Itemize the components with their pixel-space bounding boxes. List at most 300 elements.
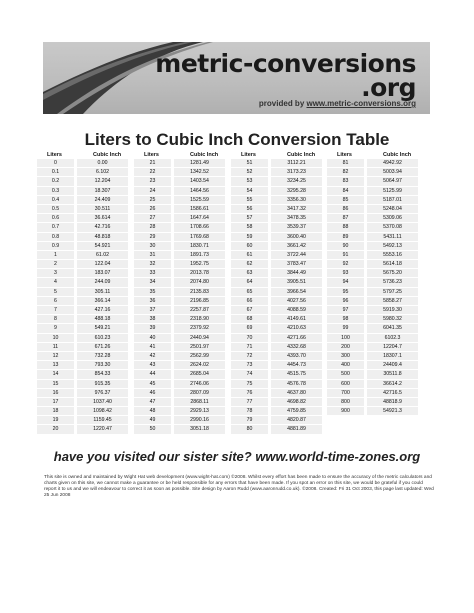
table-row	[37, 360, 128, 369]
cubic-inch-cell: 3539.37	[271, 223, 322, 231]
table-row	[327, 232, 418, 241]
cubic-inch-cell: 1830.71	[174, 242, 225, 250]
cubic-inch-cell: 122.04	[77, 260, 128, 268]
liters-cell: 71	[231, 343, 268, 351]
cubic-inch-cell: 4454.73	[271, 361, 322, 369]
liters-cell: 58	[231, 223, 268, 231]
liters-cell: 79	[231, 416, 268, 424]
liters-cell: 60	[231, 242, 268, 250]
liters-cell: 96	[327, 297, 364, 305]
liters-cell: 200	[327, 343, 364, 351]
table-row	[231, 259, 322, 268]
table-row	[134, 415, 225, 424]
liters-cell: 16	[37, 389, 74, 397]
cubic-inch-cell: 5125.99	[367, 187, 418, 195]
liters-cell: 9	[37, 324, 74, 332]
cubic-inch-cell: 5614.18	[367, 260, 418, 268]
table-row	[134, 195, 225, 204]
table-row	[327, 342, 418, 351]
table-row	[37, 213, 128, 222]
liters-cell: 6	[37, 297, 74, 305]
table-row	[231, 167, 322, 176]
cubic-inch-cell: 732.28	[77, 352, 128, 360]
cubic-inch-cell: 4088.59	[271, 306, 322, 314]
table-row	[231, 250, 322, 259]
liters-cell: 0.3	[37, 187, 74, 195]
liters-cell: 7	[37, 306, 74, 314]
table-row	[327, 277, 418, 286]
liters-cell: 43	[134, 361, 171, 369]
header-liters: Liters	[47, 152, 62, 158]
cubic-inch-cell: 427.16	[77, 306, 128, 314]
cubic-inch-cell: 2685.04	[174, 370, 225, 378]
table-row	[134, 250, 225, 259]
cubic-inch-cell: 5248.04	[367, 205, 418, 213]
cubic-inch-cell: 4332.68	[271, 343, 322, 351]
cubic-inch-cell: 36.614	[77, 214, 128, 222]
cubic-inch-cell: 1403.54	[174, 177, 225, 185]
table-row	[37, 222, 128, 231]
table-header	[37, 150, 128, 158]
table-row	[231, 424, 322, 433]
liters-cell: 68	[231, 315, 268, 323]
liters-cell: 35	[134, 288, 171, 296]
cubic-inch-cell: 1891.73	[174, 251, 225, 259]
liters-cell: 4	[37, 278, 74, 286]
cubic-inch-cell: 549.21	[77, 324, 128, 332]
cubic-inch-cell: 4942.92	[367, 159, 418, 167]
table-row	[37, 406, 128, 415]
table-row	[37, 415, 128, 424]
cubic-inch-cell: 1342.52	[174, 168, 225, 176]
liters-cell: 78	[231, 407, 268, 415]
table-row	[37, 388, 128, 397]
cubic-inch-cell: 4393.70	[271, 352, 322, 360]
cubic-inch-cell: 6102.3	[367, 334, 418, 342]
table-row	[134, 305, 225, 314]
liters-cell: 83	[327, 177, 364, 185]
table-row	[327, 369, 418, 378]
table-row	[37, 277, 128, 286]
cubic-inch-cell: 4027.56	[271, 297, 322, 305]
liters-cell: 32	[134, 260, 171, 268]
cubic-inch-cell: 2074.80	[174, 278, 225, 286]
liters-cell: 52	[231, 168, 268, 176]
logo-line2: .org	[361, 73, 416, 102]
liters-cell: 39	[134, 324, 171, 332]
cubic-inch-cell: 3417.32	[271, 205, 322, 213]
table-row	[231, 406, 322, 415]
header-liters: Liters	[241, 152, 256, 158]
liters-cell: 80	[231, 425, 268, 433]
cubic-inch-cell: 12204.7	[367, 343, 418, 351]
table-row	[327, 388, 418, 397]
cubic-inch-cell: 1281.49	[174, 159, 225, 167]
table-row	[327, 204, 418, 213]
table-group	[37, 150, 128, 434]
table-row	[327, 158, 418, 167]
liters-cell: 24	[134, 187, 171, 195]
table-row	[231, 342, 322, 351]
table-row	[37, 250, 128, 259]
table-row	[134, 259, 225, 268]
cubic-inch-cell: 1098.42	[77, 407, 128, 415]
cubic-inch-cell: 488.18	[77, 315, 128, 323]
table-row	[37, 369, 128, 378]
liters-cell: 800	[327, 398, 364, 406]
liters-cell: 93	[327, 269, 364, 277]
header-cubic-inch: Cubic Inch	[287, 152, 316, 158]
table-row	[327, 333, 418, 342]
cubic-inch-cell: 2013.78	[174, 269, 225, 277]
liters-cell: 53	[231, 177, 268, 185]
table-row	[327, 259, 418, 268]
liters-cell: 1	[37, 251, 74, 259]
cubic-inch-cell: 4759.85	[271, 407, 322, 415]
liters-cell: 100	[327, 334, 364, 342]
cubic-inch-cell: 5553.16	[367, 251, 418, 259]
sister-site-link[interactable]: have you visited our sister site? www.world-time-zones.org	[53, 449, 421, 464]
table-row	[327, 287, 418, 296]
liters-cell: 34	[134, 278, 171, 286]
liters-cell: 21	[134, 159, 171, 167]
liters-cell: 26	[134, 205, 171, 213]
table-row	[134, 369, 225, 378]
byline-link[interactable]: www.metric-conversions.org	[306, 99, 416, 108]
liters-cell: 0.5	[37, 205, 74, 213]
header-banner	[43, 42, 430, 114]
table-row	[134, 158, 225, 167]
header-liters: Liters	[144, 152, 159, 158]
liters-cell: 700	[327, 389, 364, 397]
cubic-inch-cell: 854.33	[77, 370, 128, 378]
cubic-inch-cell: 5492.13	[367, 242, 418, 250]
cubic-inch-cell: 5431.11	[367, 233, 418, 241]
table-row	[37, 241, 128, 250]
cubic-inch-cell: 6.102	[77, 168, 128, 176]
cubic-inch-cell: 2990.16	[174, 416, 225, 424]
table-group	[327, 150, 418, 415]
page-title: Liters to Cubic Inch Conversion Table	[84, 130, 390, 149]
table-row	[231, 195, 322, 204]
table-row	[231, 388, 322, 397]
liters-cell: 59	[231, 233, 268, 241]
liters-cell: 66	[231, 297, 268, 305]
table-row	[327, 167, 418, 176]
table-row	[134, 333, 225, 342]
table-row	[231, 287, 322, 296]
table-row	[327, 323, 418, 332]
table-row	[37, 158, 128, 167]
liters-cell: 40	[134, 334, 171, 342]
cubic-inch-cell: 3234.25	[271, 177, 322, 185]
table-row	[37, 305, 128, 314]
table-row	[327, 213, 418, 222]
byline-prefix: provided by	[258, 99, 307, 108]
table-row	[231, 314, 322, 323]
liters-cell: 49	[134, 416, 171, 424]
table-row	[134, 287, 225, 296]
cubic-inch-cell: 915.35	[77, 380, 128, 388]
liters-cell: 86	[327, 205, 364, 213]
liters-cell: 25	[134, 196, 171, 204]
footer-text: This site is owned and maintained by Wight Hat web development (www.wight-hat.com) ©2008. Whilst every effort has been made to ensure the accuracy of the metric calculators and charts given on this site, we cannot make a guarantee or be held responsible for any errors that have been made. If you spot an error on this site, we would be grateful if you could report it to us and we will endeavour to correct it as soon as possible. Site design by Aaron Rudd (www.aaronrudd.co.uk). ©2008. Created: Fri 31 Oct 2003, this page last updated: Wed 25 Jun 2008	[44, 475, 434, 498]
cubic-inch-cell: 1647.64	[174, 214, 225, 222]
liters-cell: 64	[231, 278, 268, 286]
cubic-inch-cell: 4515.75	[271, 370, 322, 378]
liters-cell: 55	[231, 196, 268, 204]
table-row	[134, 186, 225, 195]
table-row	[231, 204, 322, 213]
cubic-inch-cell: 42.716	[77, 223, 128, 231]
cubic-inch-cell: 2929.13	[174, 407, 225, 415]
liters-cell: 41	[134, 343, 171, 351]
cubic-inch-cell: 2379.92	[174, 324, 225, 332]
cubic-inch-cell: 2868.11	[174, 398, 225, 406]
liters-cell: 20	[37, 425, 74, 433]
cubic-inch-cell: 3600.40	[271, 233, 322, 241]
cubic-inch-cell: 5187.01	[367, 196, 418, 204]
table-row	[231, 296, 322, 305]
cubic-inch-cell: 6041.35	[367, 324, 418, 332]
liters-cell: 3	[37, 269, 74, 277]
table-header	[327, 150, 418, 158]
cubic-inch-cell: 2501.97	[174, 343, 225, 351]
liters-cell: 17	[37, 398, 74, 406]
liters-cell: 500	[327, 370, 364, 378]
cubic-inch-cell: 671.26	[77, 343, 128, 351]
table-row	[327, 222, 418, 231]
table-row	[231, 186, 322, 195]
table-row	[134, 388, 225, 397]
liters-cell: 0.6	[37, 214, 74, 222]
liters-cell: 97	[327, 306, 364, 314]
cubic-inch-cell: 5003.94	[367, 168, 418, 176]
cubic-inch-cell: 54.921	[77, 242, 128, 250]
liters-cell: 5	[37, 288, 74, 296]
liters-cell: 38	[134, 315, 171, 323]
cubic-inch-cell: 48818.9	[367, 398, 418, 406]
liters-cell: 94	[327, 278, 364, 286]
cubic-inch-cell: 976.37	[77, 389, 128, 397]
cubic-inch-cell: 1220.47	[77, 425, 128, 433]
table-row	[231, 268, 322, 277]
cubic-inch-cell: 3295.28	[271, 187, 322, 195]
liters-cell: 63	[231, 269, 268, 277]
liters-cell: 91	[327, 251, 364, 259]
table-row	[134, 213, 225, 222]
cubic-inch-cell: 5675.20	[367, 269, 418, 277]
cubic-inch-cell: 4210.63	[271, 324, 322, 332]
logo-line1: metric-conversions	[155, 49, 416, 78]
cubic-inch-cell: 4698.82	[271, 398, 322, 406]
liters-cell: 47	[134, 398, 171, 406]
liters-cell: 0.4	[37, 196, 74, 204]
table-row	[134, 379, 225, 388]
liters-cell: 50	[134, 425, 171, 433]
liters-cell: 19	[37, 416, 74, 424]
table-row	[37, 314, 128, 323]
table-header	[231, 150, 322, 158]
table-row	[231, 277, 322, 286]
cubic-inch-cell: 3478.35	[271, 214, 322, 222]
table-row	[327, 176, 418, 185]
liters-cell: 0.2	[37, 177, 74, 185]
liters-cell: 12	[37, 352, 74, 360]
table-row	[327, 305, 418, 314]
table-row	[37, 176, 128, 185]
cubic-inch-cell: 1769.68	[174, 233, 225, 241]
table-row	[231, 360, 322, 369]
liters-cell: 57	[231, 214, 268, 222]
table-row	[37, 268, 128, 277]
table-row	[134, 406, 225, 415]
cubic-inch-cell: 366.14	[77, 297, 128, 305]
table-row	[327, 406, 418, 415]
cubic-inch-cell: 3051.18	[174, 425, 225, 433]
liters-cell: 90	[327, 242, 364, 250]
liters-cell: 23	[134, 177, 171, 185]
cubic-inch-cell: 3966.54	[271, 288, 322, 296]
cubic-inch-cell: 2135.83	[174, 288, 225, 296]
liters-cell: 45	[134, 380, 171, 388]
table-row	[37, 397, 128, 406]
table-row	[37, 333, 128, 342]
table-row	[327, 268, 418, 277]
table-row	[134, 222, 225, 231]
table-row	[231, 158, 322, 167]
table-row	[231, 222, 322, 231]
cubic-inch-cell: 0.00	[77, 159, 128, 167]
table-row	[327, 250, 418, 259]
cubic-inch-cell: 61.02	[77, 251, 128, 259]
cubic-inch-cell: 5797.25	[367, 288, 418, 296]
table-row	[37, 342, 128, 351]
liters-cell: 76	[231, 389, 268, 397]
liters-cell: 37	[134, 306, 171, 314]
liters-cell: 2	[37, 260, 74, 268]
cubic-inch-cell: 4881.89	[271, 425, 322, 433]
cubic-inch-cell: 5309.06	[367, 214, 418, 222]
cubic-inch-cell: 30.511	[77, 205, 128, 213]
table-row	[37, 296, 128, 305]
cubic-inch-cell: 3905.51	[271, 278, 322, 286]
table-row	[134, 232, 225, 241]
liters-cell: 0	[37, 159, 74, 167]
table-row	[134, 167, 225, 176]
cubic-inch-cell: 2746.06	[174, 380, 225, 388]
liters-cell: 36	[134, 297, 171, 305]
table-row	[37, 379, 128, 388]
liters-cell: 14	[37, 370, 74, 378]
site-logo	[155, 49, 416, 102]
liters-cell: 18	[37, 407, 74, 415]
liters-cell: 98	[327, 315, 364, 323]
cubic-inch-cell: 36614.2	[367, 380, 418, 388]
liters-cell: 95	[327, 288, 364, 296]
liters-cell: 15	[37, 380, 74, 388]
table-row	[231, 369, 322, 378]
byline	[259, 99, 416, 108]
table-row	[134, 176, 225, 185]
liters-cell: 0.1	[37, 168, 74, 176]
cubic-inch-cell: 2440.94	[174, 334, 225, 342]
table-row	[37, 195, 128, 204]
liters-cell: 85	[327, 196, 364, 204]
table-row	[37, 167, 128, 176]
cubic-inch-cell: 24.409	[77, 196, 128, 204]
cubic-inch-cell: 5980.32	[367, 315, 418, 323]
table-row	[134, 241, 225, 250]
cubic-inch-cell: 1159.45	[77, 416, 128, 424]
table-row	[37, 186, 128, 195]
table-row	[231, 176, 322, 185]
cubic-inch-cell: 4271.66	[271, 334, 322, 342]
cubic-inch-cell: 1525.59	[174, 196, 225, 204]
cubic-inch-cell: 2196.85	[174, 297, 225, 305]
cubic-inch-cell: 3112.21	[271, 159, 322, 167]
liters-cell: 300	[327, 352, 364, 360]
cubic-inch-cell: 5064.97	[367, 177, 418, 185]
liters-cell: 10	[37, 334, 74, 342]
cubic-inch-cell: 3661.42	[271, 242, 322, 250]
header-cubic-inch: Cubic Inch	[383, 152, 412, 158]
table-row	[134, 360, 225, 369]
liters-cell: 72	[231, 352, 268, 360]
liters-cell: 69	[231, 324, 268, 332]
liters-cell: 75	[231, 380, 268, 388]
liters-cell: 0.9	[37, 242, 74, 250]
cubic-inch-cell: 3844.49	[271, 269, 322, 277]
table-row	[134, 268, 225, 277]
liters-cell: 22	[134, 168, 171, 176]
table-row	[37, 204, 128, 213]
liters-cell: 81	[327, 159, 364, 167]
cubic-inch-cell: 18.307	[77, 187, 128, 195]
table-row	[231, 232, 322, 241]
cubic-inch-cell: 2257.87	[174, 306, 225, 314]
liters-cell: 89	[327, 233, 364, 241]
cubic-inch-cell: 48.818	[77, 233, 128, 241]
liters-cell: 62	[231, 260, 268, 268]
cubic-inch-cell: 244.09	[77, 278, 128, 286]
table-row	[37, 287, 128, 296]
table-row	[327, 186, 418, 195]
table-row	[327, 379, 418, 388]
table-row	[134, 351, 225, 360]
liters-cell: 600	[327, 380, 364, 388]
liters-cell: 56	[231, 205, 268, 213]
table-row	[231, 323, 322, 332]
cubic-inch-cell: 5858.27	[367, 297, 418, 305]
table-row	[231, 333, 322, 342]
table-row	[231, 305, 322, 314]
table-group	[231, 150, 322, 434]
liters-cell: 92	[327, 260, 364, 268]
table-row	[231, 213, 322, 222]
table-row	[134, 296, 225, 305]
liters-cell: 33	[134, 269, 171, 277]
liters-cell: 82	[327, 168, 364, 176]
liters-cell: 27	[134, 214, 171, 222]
liters-cell: 61	[231, 251, 268, 259]
liters-cell: 77	[231, 398, 268, 406]
liters-cell: 0.7	[37, 223, 74, 231]
table-row	[134, 204, 225, 213]
cubic-inch-cell: 1952.75	[174, 260, 225, 268]
liters-cell: 29	[134, 233, 171, 241]
cubic-inch-cell: 42716.5	[367, 389, 418, 397]
